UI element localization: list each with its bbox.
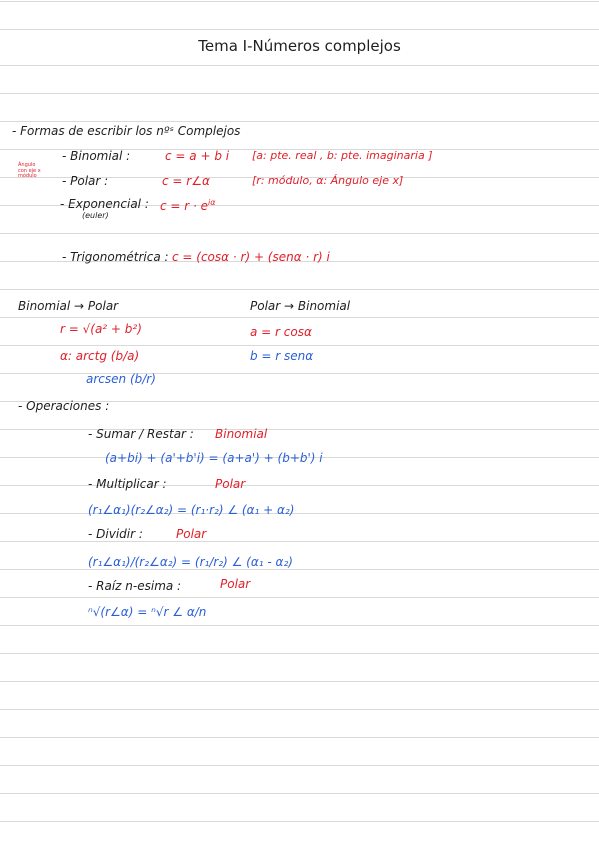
polar-note: [r: módulo, α: Ángulo eje x]	[252, 174, 404, 187]
polar-formula: c = r∠α	[162, 174, 210, 188]
raiz-label: - Raíz n-esima :	[88, 579, 182, 593]
suma-form: Binomial	[215, 427, 268, 441]
raiz-formula: ⁿ√(r∠α) = ⁿ√r ∠ α/n	[88, 605, 207, 619]
exponencial-exponent: iα	[208, 198, 216, 207]
operaciones-heading: - Operaciones :	[18, 399, 110, 413]
binomial-formula: c = a + b i	[165, 149, 230, 163]
exponencial-formula: $c = r \cdot e^{i\alpha}$	[160, 198, 216, 213]
suma-label: - Sumar / Restar :	[88, 427, 194, 441]
polar-label: - Polar :	[62, 174, 109, 188]
mult-form: Polar	[215, 477, 246, 491]
polar-binomial-title: Polar → Binomial	[250, 299, 351, 313]
binomial-polar-title: Binomial → Polar	[18, 299, 119, 313]
b-formula: b = r senα	[250, 349, 314, 363]
div-label: - Dividir :	[88, 527, 143, 541]
a-formula: a = r cosα	[250, 325, 312, 339]
binomial-note: [a: pte. real , b: pte. imaginaria ]	[252, 149, 433, 162]
side-note: Ángulo con eje x módulo	[18, 162, 41, 179]
raiz-form: Polar	[220, 577, 251, 591]
mult-label: - Multiplicar :	[88, 477, 167, 491]
page-title: Tema I-Números complejos	[198, 37, 401, 55]
binomial-label: - Binomial :	[62, 149, 131, 163]
arcsen-formula: arcsen (b/r)	[86, 372, 156, 386]
alpha-formula: α: arctg (b/a)	[60, 349, 140, 363]
div-form: Polar	[176, 527, 207, 541]
trigonometrica-label: - Trigonométrica :	[62, 250, 169, 264]
div-formula: (r₁∠α₁)/(r₂∠α₂) = (r₁/r₂) ∠ (α₁ - α₂)	[88, 555, 293, 569]
exponencial-label: - Exponencial :	[60, 197, 149, 211]
mult-formula: (r₁∠α₁)(r₂∠α₂) = (r₁·r₂) ∠ (α₁ + α₂)	[88, 503, 295, 517]
r-formula: r = √(a² + b²)	[60, 322, 142, 336]
exponencial-sub: (euler)	[82, 211, 109, 220]
trigonometrica-formula: c = (cosα · r) + (senα · r) i	[172, 250, 330, 264]
formas-heading: - Formas de escribir los nºˢ Complejos	[12, 124, 241, 138]
suma-formula: (a+bi) + (a'+b'i) = (a+a') + (b+b') i	[105, 451, 323, 465]
